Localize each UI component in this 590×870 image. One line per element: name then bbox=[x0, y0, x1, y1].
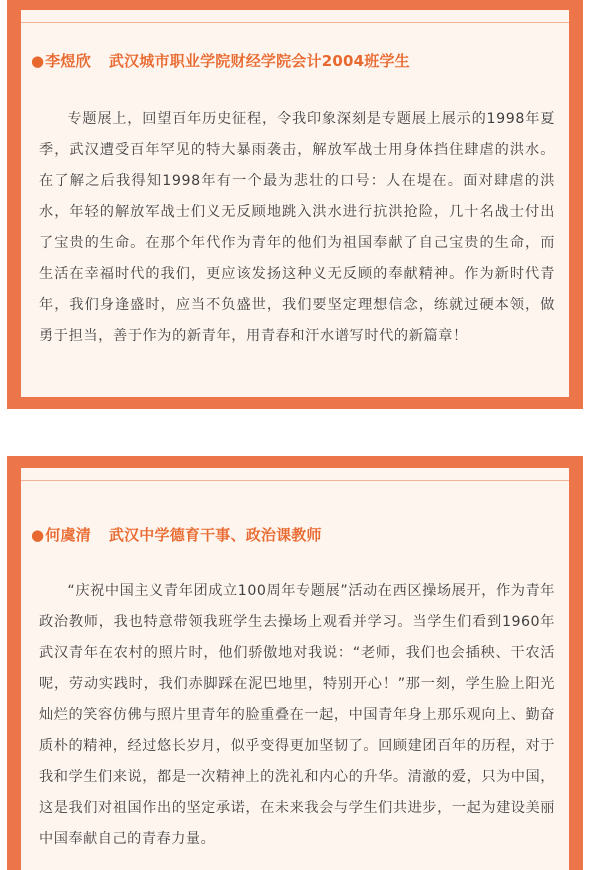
person-name: 李煜欣 bbox=[45, 52, 91, 70]
card-inner bbox=[21, 10, 569, 397]
testimonial-text: “庆祝中国主义青年团成立100周年专题展”活动在西区操场展开，作为青年政治教师，我也特意带领我班学生去操场上观看并学习。当学生们看到1960年武汉青年在农村的照片时，他们骄傲地对我说：“老师，我们也会插秧、干农活呢，劳动实践时，我们赤脚踩在泥巴地里，特别开心！”那一刻，学生脸上阳光灿烂的笑容仿佛与照片里青年的脸重叠在一起，中国青年身上那乐观向上、勤奋质朴的精神，经过悠长岁月，似乎变得更加坚韧了。回顾建团百年的历程，对于我和学生们来说，都是一次精神上的洗礼和内心的升华。清澈的爱，只为中国，这是我们对祖国作出的坚定承诺，在未来我会与学生们共进步，一起为建设美丽中国奉献自己的青春力量。 bbox=[39, 583, 555, 847]
card-heading bbox=[31, 524, 322, 545]
person-name: 何虞清 bbox=[45, 526, 91, 544]
divider bbox=[21, 22, 569, 23]
person-title: 武汉城市职业学院财经学院会计2004班学生 bbox=[108, 52, 410, 70]
card-inner bbox=[21, 468, 569, 870]
divider bbox=[21, 480, 569, 481]
person-title: 武汉中学德育干事、政治课教师 bbox=[108, 526, 322, 544]
bullet-icon: ● bbox=[31, 526, 45, 544]
testimonial-card-1 bbox=[7, 0, 583, 409]
bullet-icon: ● bbox=[31, 52, 45, 70]
testimonial-card-2 bbox=[7, 456, 583, 870]
card-heading bbox=[31, 50, 410, 71]
testimonial-text: 专题展上，回望百年历史征程，令我印象深刻是专题展上展示的1998年夏季，武汉遭受百年罕见的特大暴雨袭击，解放军战士用身体挡住肆虐的洪水。在了解之后我得知1998年有一个最为悲壮的口号：人在堤在。面对肆虐的洪水，年轻的解放军战士们义无反顾地跳入洪水进行抗洪抢险，几十名战士付出了宝贵的生命。在那个年代作为青年的他们为祖国奉献了自己宝贵的生命，而生活在幸福时代的我们，更应该发扬这种义无反顾的奉献精神。作为新时代青年，我们身逢盛时，应当不负盛世，我们要坚定理想信念，练就过硬本领，做勇于担当，善于作为的新青年，用青春和汗水谱写时代的新篇章！ bbox=[39, 111, 555, 344]
